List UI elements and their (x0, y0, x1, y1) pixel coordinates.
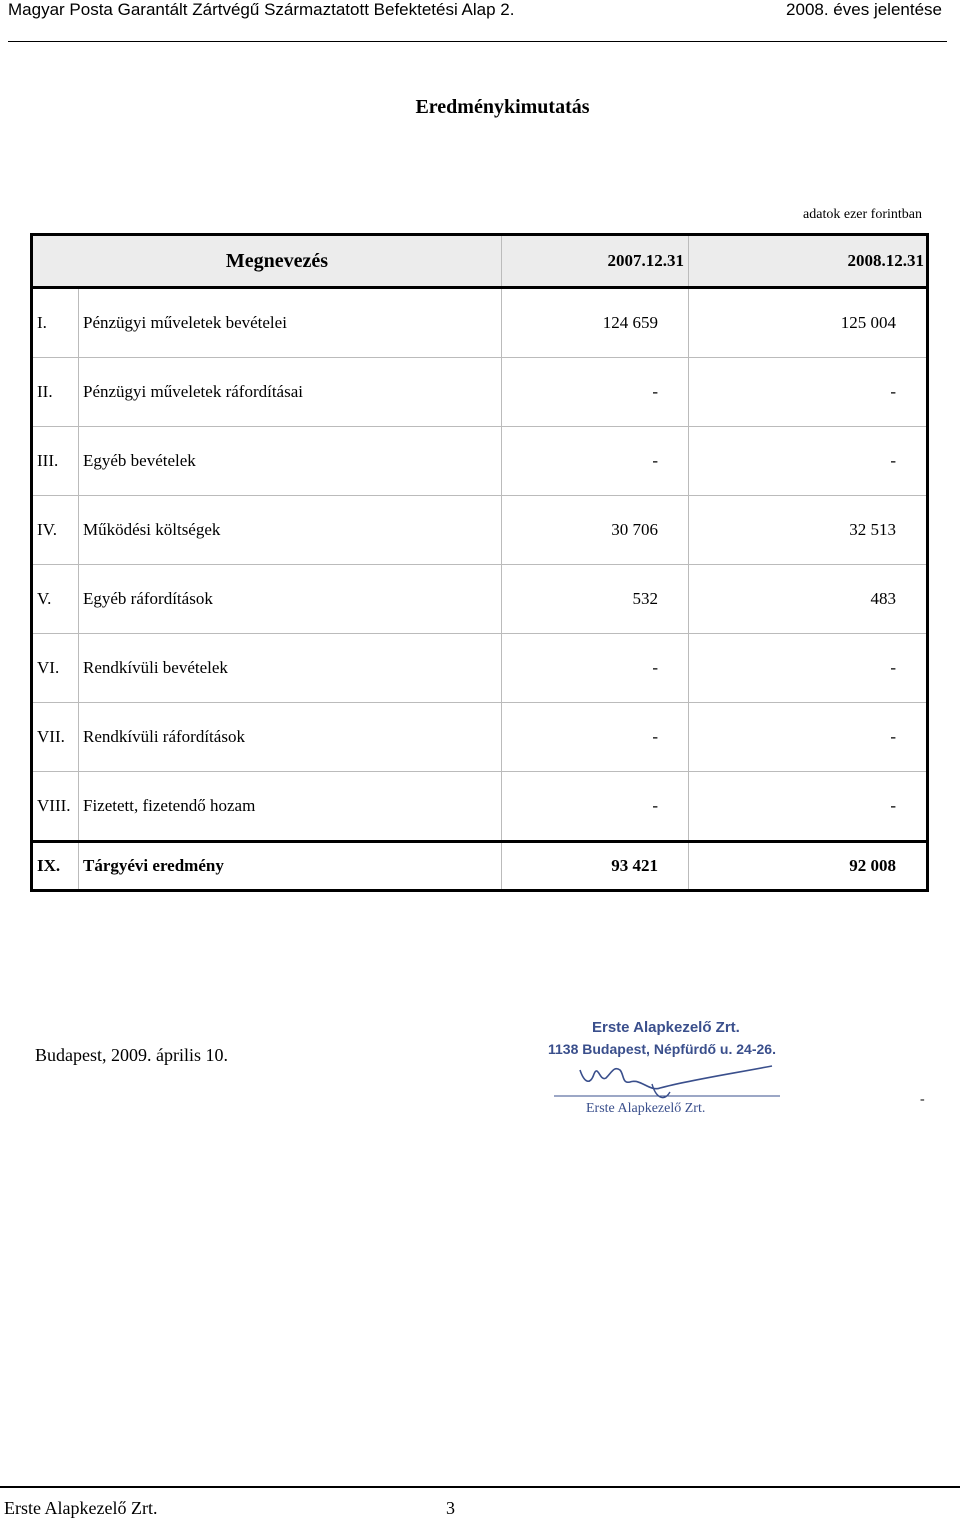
table-row (32, 496, 928, 565)
footer-company: Erste Alapkezelő Zrt. (4, 1498, 158, 1518)
value-2008: - (689, 703, 928, 772)
header-report-name: 2008. éves jelentése (786, 0, 942, 19)
unit-note: adatok ezer forintban (803, 207, 922, 222)
row-number: IV. (32, 496, 79, 565)
table-row (32, 427, 928, 496)
row-number: I. (32, 288, 79, 358)
place-and-date: Budapest, 2009. április 10. (35, 1045, 228, 1065)
value-2008: - (689, 772, 928, 842)
stamp-signature-caption: Erste Alapkezelő Zrt. (586, 1101, 706, 1116)
value-2008: - (689, 634, 928, 703)
value-2007: - (502, 427, 689, 496)
table-header-row (32, 235, 928, 288)
column-header-2007: 2007.12.31 (502, 235, 689, 288)
table-row (32, 358, 928, 427)
value-2007: 30 706 (502, 496, 689, 565)
total-2007: 93 421 (502, 842, 689, 891)
row-label: Működési költségek (79, 496, 502, 565)
value-2008: 32 513 (689, 496, 928, 565)
column-header-2008: 2008.12.31 (689, 235, 928, 288)
value-2008: - (689, 427, 928, 496)
row-label: Rendkívüli bevételek (79, 634, 502, 703)
column-header-name: Megnevezés (32, 235, 502, 288)
signature-icon (580, 1066, 772, 1089)
row-number: III. (32, 427, 79, 496)
value-2007: - (502, 358, 689, 427)
table-row (32, 703, 928, 772)
row-label: Egyéb ráfordítások (79, 565, 502, 634)
table-total-row (32, 842, 928, 891)
table-row (32, 565, 928, 634)
total-2008: 92 008 (689, 842, 928, 891)
total-label: Tárgyévi eredmény (79, 842, 502, 891)
header-divider (8, 41, 947, 42)
income-statement-table (30, 233, 929, 892)
page-number: 3 (446, 1498, 455, 1518)
row-number: VI. (32, 634, 79, 703)
footer-divider (0, 1486, 960, 1488)
row-label: Fizetett, fizetendő hozam (79, 772, 502, 842)
header-fund-name: Magyar Posta Garantált Zártvégű Származtatott Befektetési Alap 2. (8, 0, 515, 19)
row-number: VIII. (32, 772, 79, 842)
row-number: II. (32, 358, 79, 427)
value-2008: 125 004 (689, 288, 928, 358)
row-label: Pénzügyi műveletek ráfordításai (79, 358, 502, 427)
row-label: Rendkívüli ráfordítások (79, 703, 502, 772)
table-row (32, 634, 928, 703)
trailing-mark: - (920, 1092, 925, 1107)
value-2007: - (502, 772, 689, 842)
stamp-address: 1138 Budapest, Népfürdő u. 24-26. (548, 1041, 776, 1057)
value-2007: 532 (502, 565, 689, 634)
value-2007: - (502, 703, 689, 772)
table-row (32, 772, 928, 842)
row-number: VII. (32, 703, 79, 772)
row-number: V. (32, 565, 79, 634)
value-2007: - (502, 634, 689, 703)
company-stamp (540, 1012, 830, 1122)
row-label: Egyéb bevételek (79, 427, 502, 496)
row-label: Pénzügyi műveletek bevételei (79, 288, 502, 358)
total-number: IX. (32, 842, 79, 891)
table-row (32, 288, 928, 358)
page-title: Eredménykimutatás (415, 96, 590, 118)
stamp-company-name: Erste Alapkezelő Zrt. (592, 1019, 740, 1036)
value-2007: 124 659 (502, 288, 689, 358)
value-2008: - (689, 358, 928, 427)
value-2008: 483 (689, 565, 928, 634)
